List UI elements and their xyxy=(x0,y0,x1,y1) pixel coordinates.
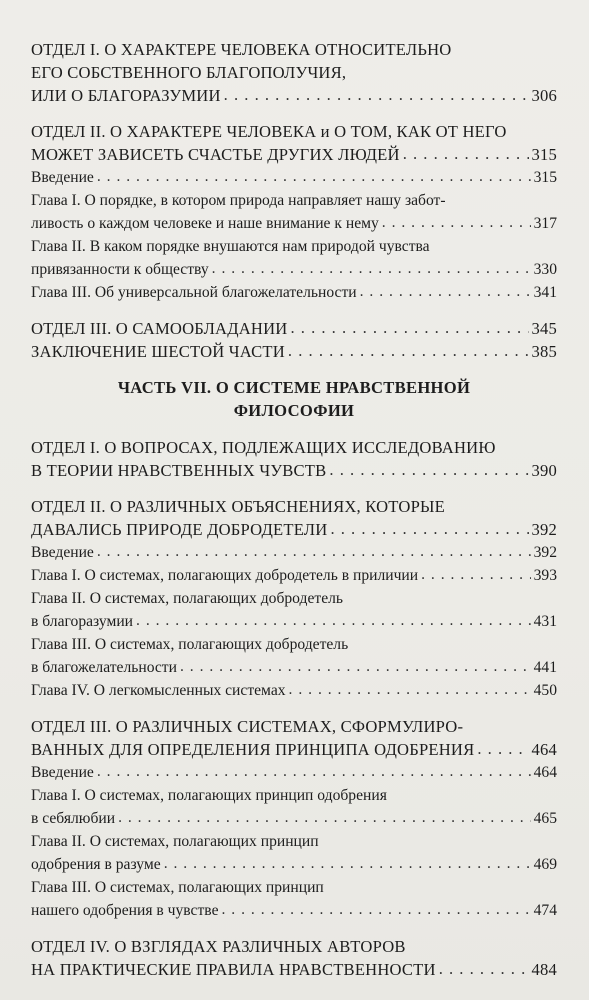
leader-dots xyxy=(97,760,531,783)
page-number: 469 xyxy=(533,856,557,873)
toc-heading-line xyxy=(31,120,557,143)
toc-heading-line xyxy=(31,436,557,459)
heading-text: ОТДЕЛ I. О ВОПРОСАХ, ПОДЛЕЖАЩИХ ИССЛЕДОВАНИЮ xyxy=(31,438,496,457)
leader-dots xyxy=(118,806,531,829)
leader-dots xyxy=(403,142,529,165)
toc-entry-line xyxy=(31,189,557,212)
leader-dots xyxy=(180,655,531,678)
page-number: 317 xyxy=(533,215,557,232)
entry-text: Глава III. Об универсальной благожелательности xyxy=(31,284,357,301)
toc-entry[interactable] xyxy=(31,317,557,340)
heading-text: ОТДЕЛ III. О САМООБЛАДАНИИ xyxy=(31,319,288,338)
leader-dots xyxy=(382,211,531,234)
heading-text: ЗАКЛЮЧЕНИЕ ШЕСТОЙ ЧАСТИ xyxy=(31,342,285,361)
entry-text: Введение xyxy=(31,764,94,781)
entry-text: Глава I. О порядке, в котором природа направляет нашу забот- xyxy=(31,192,446,209)
page-number: 385 xyxy=(531,342,557,361)
entry-text: Глава IV. О легкомысленных системах xyxy=(31,682,286,699)
toc-section xyxy=(31,436,557,482)
entry-text: ливость о каждом человеке и наше внимание к нему xyxy=(31,215,379,232)
toc-entry-line xyxy=(31,633,557,656)
entry-text: Глава III. О системах, полагающих принцип xyxy=(31,879,324,896)
part-title xyxy=(31,376,557,422)
toc-entry[interactable] xyxy=(31,166,557,189)
page-number: 315 xyxy=(533,169,557,186)
heading-text: ОТДЕЛ II. О РАЗЛИЧНЫХ ОБЪЯСНЕНИЯХ, КОТОРЫЕ xyxy=(31,497,446,516)
toc-heading-line xyxy=(31,715,557,738)
toc-entry[interactable] xyxy=(31,679,557,702)
leader-dots xyxy=(224,83,529,106)
entry-text: в благожелательности xyxy=(31,659,177,676)
entry-text: Введение xyxy=(31,544,94,561)
heading-text: ЕГО СОБСТВЕННОГО БЛАГОПОЛУЧИЯ, xyxy=(31,63,347,82)
toc-entry[interactable] xyxy=(31,610,557,633)
page-number: 484 xyxy=(531,960,557,979)
entry-text: Глава III. О системах, полагающих добродетель xyxy=(31,636,349,653)
heading-text: ОТДЕЛ III. О РАЗЛИЧНЫХ СИСТЕМАХ, СФОРМУЛИРО- xyxy=(31,717,464,736)
page-number: 390 xyxy=(531,461,557,480)
toc-entry[interactable] xyxy=(31,738,557,761)
entry-text: Глава II. О системах, полагающих добродетель xyxy=(31,590,344,607)
part-title-line: ЧАСТЬ VII. О СИСТЕМЕ НРАВСТВЕННОЙ xyxy=(117,378,471,397)
entry-text: Введение xyxy=(31,169,94,186)
page-number: 392 xyxy=(533,544,557,561)
toc-entry[interactable] xyxy=(31,541,557,564)
page-number: 392 xyxy=(531,520,557,539)
leader-dots xyxy=(164,852,531,875)
toc-entry[interactable] xyxy=(31,656,557,679)
page-number: 306 xyxy=(531,86,557,105)
toc-entry[interactable] xyxy=(31,761,557,784)
toc-entry-line xyxy=(31,784,557,807)
toc-entry[interactable] xyxy=(31,899,557,922)
entry-text: привязанности к обществу xyxy=(31,261,209,278)
toc-entry[interactable] xyxy=(31,459,557,482)
toc-heading-line xyxy=(31,38,557,61)
toc-heading-line xyxy=(31,935,557,958)
leader-dots xyxy=(439,957,529,980)
leader-dots xyxy=(222,898,531,921)
heading-text: ДАВАЛИСЬ ПРИРОДЕ ДОБРОДЕТЕЛИ xyxy=(31,520,328,539)
page-number: 450 xyxy=(533,682,557,699)
entry-text: в благоразумии xyxy=(31,613,134,630)
page-number: 330 xyxy=(533,261,557,278)
toc-entry[interactable] xyxy=(31,281,557,304)
heading-text: ИЛИ О БЛАГОРАЗУМИИ xyxy=(31,86,221,105)
heading-text: МОЖЕТ ЗАВИСЕТЬ СЧАСТЬЕ ДРУГИХ ЛЮДЕЙ xyxy=(31,145,400,164)
page-number: 393 xyxy=(533,567,557,584)
toc-entry-line xyxy=(31,587,557,610)
part-title-line: ФИЛОСОФИИ xyxy=(233,401,355,420)
entry-text: Глава II. В каком порядке внушаются нам природой чувства xyxy=(31,238,430,255)
leader-dots xyxy=(288,339,529,362)
leader-dots xyxy=(477,737,528,760)
toc-entry[interactable] xyxy=(31,212,557,235)
heading-text: ОТДЕЛ I. О ХАРАКТЕРЕ ЧЕЛОВЕКА ОТНОСИТЕЛЬНО xyxy=(31,40,452,59)
entry-text: одобрения в разуме xyxy=(31,856,161,873)
leader-dots xyxy=(97,165,531,188)
page-number: 345 xyxy=(531,319,557,338)
toc-section xyxy=(31,38,557,107)
entry-text: нашего одобрения в чувстве xyxy=(31,902,219,919)
leader-dots xyxy=(421,563,530,586)
page-number: 465 xyxy=(533,810,557,827)
entry-text: Глава I. О системах, полагающих добродетель в приличии xyxy=(31,567,419,584)
toc-entry[interactable] xyxy=(31,84,557,107)
leader-dots xyxy=(330,517,528,540)
leader-dots xyxy=(360,280,531,303)
heading-text: ОТДЕЛ II. О ХАРАКТЕРЕ ЧЕЛОВЕКА и О ТОМ, КАК ОТ НЕГО xyxy=(31,122,507,141)
leader-dots xyxy=(289,678,531,701)
toc-heading-line xyxy=(31,61,557,84)
leader-dots xyxy=(136,609,531,632)
leader-dots xyxy=(97,540,531,563)
toc-entry-line xyxy=(31,830,557,853)
toc-heading-line xyxy=(31,495,557,518)
page-number: 431 xyxy=(533,613,557,630)
heading-text: ВАННЫХ ДЛЯ ОПРЕДЕЛЕНИЯ ПРИНЦИПА ОДОБРЕНИЯ xyxy=(31,740,475,759)
toc-entry[interactable] xyxy=(31,518,557,541)
toc-entry[interactable] xyxy=(31,958,557,981)
heading-text: В ТЕОРИИ НРАВСТВЕННЫХ ЧУВСТВ xyxy=(31,461,327,480)
entry-text: в себялюбии xyxy=(31,810,116,827)
entry-text: Глава II. О системах, полагающих принцип xyxy=(31,833,319,850)
page-number: 464 xyxy=(533,764,557,781)
leader-dots xyxy=(329,458,528,481)
page-number: 464 xyxy=(531,740,557,759)
entry-text: Глава I. О системах, полагающих принцип одобрения xyxy=(31,787,387,804)
toc-section xyxy=(31,715,557,922)
toc-entry-line xyxy=(31,876,557,899)
toc-section xyxy=(31,495,557,702)
toc-section xyxy=(31,120,557,304)
page-number: 441 xyxy=(533,659,557,676)
leader-dots xyxy=(212,257,531,280)
page-number: 341 xyxy=(533,284,557,301)
toc-entry[interactable] xyxy=(31,853,557,876)
heading-text: НА ПРАКТИЧЕСКИЕ ПРАВИЛА НРАВСТВЕННОСТИ xyxy=(31,960,436,979)
toc-section xyxy=(31,317,557,363)
toc-entry-line xyxy=(31,235,557,258)
toc-entry[interactable] xyxy=(31,564,557,587)
page-number: 315 xyxy=(531,145,557,164)
page-number: 474 xyxy=(533,902,557,919)
heading-text: ОТДЕЛ IV. О ВЗГЛЯДАХ РАЗЛИЧНЫХ АВТОРОВ xyxy=(31,937,406,956)
leader-dots xyxy=(290,316,528,339)
toc-entry[interactable] xyxy=(31,258,557,281)
toc-section xyxy=(31,935,557,981)
toc-entry[interactable] xyxy=(31,807,557,830)
toc-entry[interactable] xyxy=(31,143,557,166)
toc-entry[interactable] xyxy=(31,340,557,363)
